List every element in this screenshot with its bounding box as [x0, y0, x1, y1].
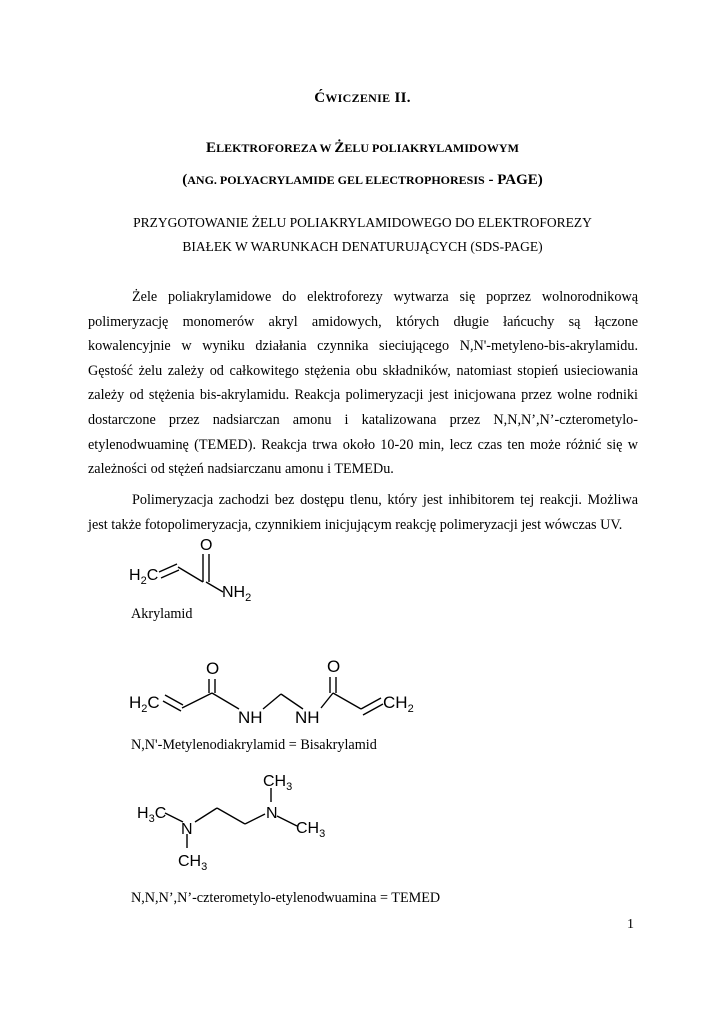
exercise-title	[0, 90, 725, 107]
paragraph-2: Polimeryzacja zachodzi bez dostępu tlenu, który jest inhibitorem tej reakcji. Możliwa jest także fotopolimeryzacja, czynnikiem inicjującym reakcję polimeryzacji jest wówczas UV.	[88, 492, 638, 533]
temed-ch3-top: $CH_3$	[263, 773, 293, 793]
heading-line-1	[0, 140, 725, 157]
temed-caption: N,N,N’,N’-czterometylo-etylenodwuamina = TEMED	[131, 890, 441, 906]
heading-english: POLYACRYLAMIDE GEL ELECTROPHORESIS	[219, 173, 485, 187]
temed-h3c: $H_3C$	[137, 805, 167, 825]
title-number: II.	[390, 90, 411, 106]
acrylamide-nh2: $NH_2$	[222, 584, 252, 604]
temed-nitrogen-1: N	[181, 821, 193, 838]
heading-dot: .	[213, 173, 220, 187]
heading-text-a: LEKTROFOREZA W	[216, 141, 335, 155]
title-rest: WICZENIE	[325, 91, 391, 105]
heading-paren-close: )	[537, 172, 543, 188]
title-initial: Ć	[314, 90, 326, 106]
bisacrylamide-caption: N,N'-Metylenodiakrylamid = Bisakrylamid	[131, 737, 377, 753]
bisacrylamide-bonds	[163, 677, 383, 715]
heading-page-acronym: PAGE	[497, 172, 538, 188]
temed-nitrogen-2: N	[266, 805, 278, 822]
heading-initial-e: E	[206, 140, 217, 156]
bisacrylamide-h2c: $H_2C$	[129, 693, 160, 715]
paragraph-1: Żele poliakrylamidowe do elektroforezy wytwarza się poprzez wolnorodnikową polimeryzację monomerów akryl amidowych, których długie łańcuchy są łączone kowalencyjnie w wyniku działania czynnika sieciującego N,N'-metyleno-bis-akrylamidu. Gęstość żelu zależy od całkowitego stężenia obu składników, natomiast stopień usieciowania zależy od stężenia bis-akrylamidu. Reakcja polimeryzacji jest inicjowana przez wolne rodniki dostarczone przez nadsiarczan amonu i katalizowana przez N,N,N’,N’-czterometylo-etylenodwuaminę (TEMED). Reakcja trwa około 10-20 min, lecz czas ten może różnić się w zależności od stężeń nadsiarczanu amonu i TEMEDu.	[88, 289, 638, 478]
page-number: 1	[627, 917, 634, 932]
bisacrylamide-nh-1: NH	[238, 708, 263, 727]
heading-initial-z: Ż	[334, 140, 345, 156]
heading-line-2	[0, 172, 725, 189]
bisacrylamide-oxygen-2: O	[327, 657, 341, 676]
acrylamide-h2c: $H_2C$	[129, 567, 159, 587]
heading-ang: ANG	[187, 173, 214, 187]
acrylamide-bonds	[159, 554, 223, 592]
bisacrylamide-structure	[125, 653, 425, 733]
temed-structure	[135, 770, 355, 875]
temed-ch3-right: $CH_3$	[296, 820, 326, 840]
acrylamide-caption: Akrylamid	[131, 606, 193, 622]
temed-ch3-bottom: $CH_3$	[178, 853, 208, 873]
heading-text-b: ELU POLIAKRYLAMIDOWYM	[344, 141, 519, 155]
bisacrylamide-oxygen-1: O	[206, 659, 220, 678]
bisacrylamide-ch2: $CH_2$	[383, 693, 414, 715]
acrylamide-oxygen: O	[200, 537, 213, 554]
heading-dash: -	[484, 172, 498, 188]
acrylamide-structure	[125, 535, 265, 604]
subheading-line-1: PRZYGOTOWANIE ŻELU POLIAKRYLAMIDOWEGO DO ELEKTROFOREZY	[133, 215, 592, 230]
bisacrylamide-nh-2: NH	[295, 708, 320, 727]
heading-paren-open: (	[182, 172, 188, 188]
subheading-line-2: BIAŁEK W WARUNKACH DENATURUJĄCYCH (SDS-PAGE)	[182, 239, 543, 254]
